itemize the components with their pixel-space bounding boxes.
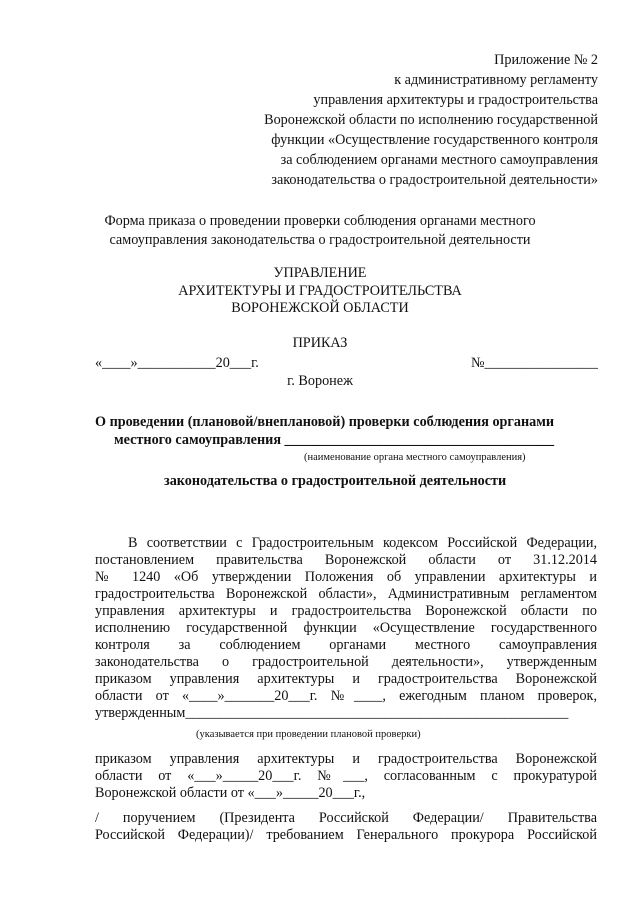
form-title-line: Форма приказа о проведении проверки соблюдения органами местного: [104, 213, 536, 229]
body-line: Российской Федерации)/ требованием Генерального прокурора Российской: [95, 827, 597, 843]
body-line: постановлением правительства Воронежской области от 31.12.2014: [95, 552, 597, 568]
body-line: приказом управления архитектуры и градостроительства Воронежской: [95, 751, 597, 767]
appendix-line: управления архитектуры и градостроительства: [313, 92, 598, 108]
body-line: В соответствии с Градостроительным кодексом Российской Федерации,: [128, 535, 597, 551]
appendix-line: к административному регламенту: [394, 72, 598, 88]
body-line: законодательства о градостроительной деятельности», утвержденным: [95, 654, 597, 670]
body-line: управления архитектуры и градостроительства Воронежской области по: [95, 603, 597, 619]
order-heading: ПРИКАЗ: [292, 335, 348, 351]
body-line: контроля за соблюдением органами местного самоуправления: [95, 637, 597, 653]
body-line: градостроительства Воронежской области», Административным регламентом: [95, 586, 597, 602]
order-date: «____»___________20___г.: [95, 355, 259, 371]
org-line: УПРАВЛЕНИЕ: [273, 265, 367, 281]
form-title-line: самоуправления законодательства о градостроительной деятельности: [109, 232, 531, 248]
body-line: области от «___»_____20___г. №___, согласованным с прокуратурой: [95, 768, 597, 784]
approved-line: утвержденным______________________________________________________: [95, 705, 569, 721]
body-line: / поручением (Президента Российской Федерации/ Правительства: [95, 810, 597, 826]
body-line: области от «____»_______20___г. №____, ежегодным планом проверок,: [95, 688, 597, 704]
order-city: г. Воронеж: [287, 373, 353, 389]
subject-hint: (наименование органа местного самоуправления): [304, 452, 526, 463]
subject-line: законодательства о градостроительной деятельности: [164, 473, 507, 489]
body-line: приказом управления архитектуры и градостроительства Воронежской: [95, 671, 597, 687]
approved-hint: (указывается при проведении плановой проверки): [196, 729, 421, 740]
body-line: Воронежской области от «___»_____20___г.,: [95, 785, 366, 801]
appendix-line: функции «Осуществление государственного контроля: [271, 132, 598, 148]
appendix-line: Воронежской области по исполнению государственной: [264, 112, 598, 128]
order-number: №________________: [470, 355, 598, 371]
body-line: исполнению государственной функции «Осуществление государственного: [95, 620, 597, 636]
body-line: № 1240 «Об утверждении Положения об управлении архитектуры и: [95, 569, 597, 585]
appendix-line: Приложение № 2: [494, 52, 598, 68]
org-line: АРХИТЕКТУРЫ И ГРАДОСТРОИТЕЛЬСТВА: [178, 283, 462, 299]
appendix-line: законодательства о градостроительной деятельности»: [271, 172, 598, 188]
subject-line: О проведении (плановой/внеплановой) проверки соблюдения органами: [95, 414, 555, 430]
subject-line: местного самоуправления ______________________________________: [114, 432, 555, 448]
appendix-line: за соблюдением органами местного самоуправления: [280, 152, 598, 168]
org-line: ВОРОНЕЖСКОЙ ОБЛАСТИ: [231, 300, 409, 316]
